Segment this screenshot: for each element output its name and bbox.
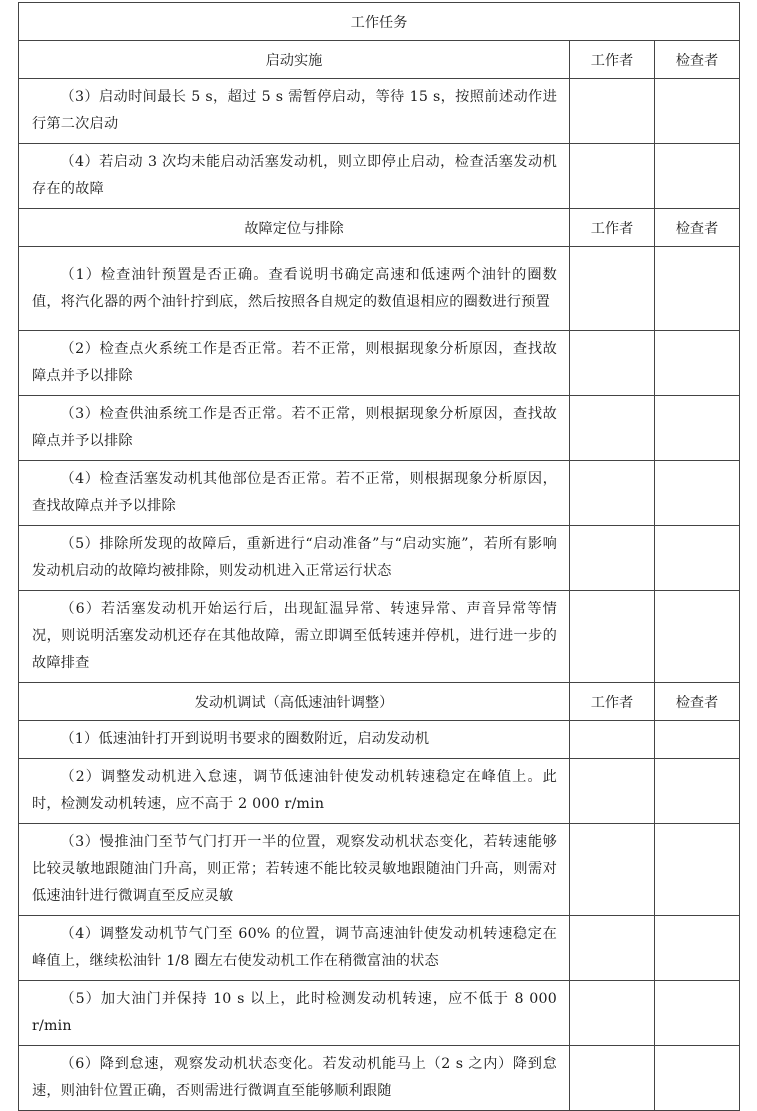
worker-cell[interactable] <box>570 79 655 144</box>
worker-header: 工作者 <box>570 683 655 721</box>
table-title: 工作任务 <box>19 3 740 41</box>
checker-header: 检查者 <box>655 41 740 79</box>
table-row <box>19 824 740 916</box>
worker-cell[interactable] <box>570 591 655 683</box>
table-row <box>19 461 740 526</box>
section-header-row <box>19 41 740 79</box>
task-item: （3）慢推油门至节气门打开一半的位置，观察发动机状态变化，若转速能够比较灵敏地跟随油门升高，则正常；若转速不能比较灵敏地跟随油门升高，则需对低速油针进行微调直至反应灵敏 <box>19 824 570 916</box>
worker-cell[interactable] <box>570 1046 655 1111</box>
task-item: （4）检查活塞发动机其他部位是否正常。若不正常，则根据现象分析原因，查找故障点并予以排除 <box>19 461 570 526</box>
table-row <box>19 526 740 591</box>
checker-cell[interactable] <box>655 247 740 331</box>
section-header-row <box>19 209 740 247</box>
worker-cell[interactable] <box>570 331 655 396</box>
checker-cell[interactable] <box>655 331 740 396</box>
table-row <box>19 331 740 396</box>
checker-cell[interactable] <box>655 526 740 591</box>
table-row <box>19 591 740 683</box>
checker-cell[interactable] <box>655 824 740 916</box>
worker-header: 工作者 <box>570 209 655 247</box>
worker-cell[interactable] <box>570 526 655 591</box>
task-item: （6）降到怠速，观察发动机状态变化。若发动机能马上（2 s 之内）降到怠速，则油针位置正确，否则需进行微调直至能够顺利跟随 <box>19 1046 570 1111</box>
table-row <box>19 721 740 759</box>
task-item: （2）检查点火系统工作是否正常。若不正常，则根据现象分析原因，查找故障点并予以排除 <box>19 331 570 396</box>
table-row <box>19 247 740 331</box>
task-item: （2）调整发动机进入怠速，调节低速油针使发动机转速稳定在峰值上。此时，检测发动机转速，应不高于 2 000 r/min <box>19 759 570 824</box>
section-heading: 启动实施 <box>19 41 570 79</box>
checker-header: 检查者 <box>655 683 740 721</box>
worker-header: 工作者 <box>570 41 655 79</box>
section-heading: 发动机调试（高低速油针调整） <box>19 683 570 721</box>
task-item: （1）检查油针预置是否正确。查看说明书确定高速和低速两个油针的圈数值，将汽化器的两个油针拧到底，然后按照各自规定的数值退相应的圈数进行预置 <box>19 247 570 331</box>
task-item: （3）检查供油系统工作是否正常。若不正常，则根据现象分析原因，查找故障点并予以排除 <box>19 396 570 461</box>
table-row <box>19 916 740 981</box>
table-row <box>19 396 740 461</box>
worker-cell[interactable] <box>570 916 655 981</box>
section-heading: 故障定位与排除 <box>19 209 570 247</box>
section-header-row <box>19 683 740 721</box>
task-item: （5）排除所发现的故障后，重新进行“启动准备”与“启动实施”，若所有影响发动机启动的故障均被排除，则发动机进入正常运行状态 <box>19 526 570 591</box>
checker-cell[interactable] <box>655 591 740 683</box>
checker-cell[interactable] <box>655 79 740 144</box>
task-item: （1）低速油针打开到说明书要求的圈数附近，启动发动机 <box>19 721 570 759</box>
title-row <box>19 3 740 41</box>
task-item: （6）若活塞发动机开始运行后，出现缸温异常、转速异常、声音异常等情况，则说明活塞发动机还存在其他故障，需立即调至低转速并停机，进行进一步的故障排查 <box>19 591 570 683</box>
checker-cell[interactable] <box>655 396 740 461</box>
checker-cell[interactable] <box>655 144 740 209</box>
table-row <box>19 1046 740 1111</box>
checker-cell[interactable] <box>655 759 740 824</box>
table-row <box>19 759 740 824</box>
worker-cell[interactable] <box>570 824 655 916</box>
worker-cell[interactable] <box>570 461 655 526</box>
task-table <box>18 2 740 1111</box>
worker-cell[interactable] <box>570 759 655 824</box>
checker-cell[interactable] <box>655 461 740 526</box>
table-row <box>19 79 740 144</box>
checker-cell[interactable] <box>655 721 740 759</box>
task-item: （3）启动时间最长 5 s，超过 5 s 需暂停启动，等待 15 s，按照前述动作进行第二次启动 <box>19 79 570 144</box>
table-row <box>19 144 740 209</box>
worker-cell[interactable] <box>570 144 655 209</box>
worker-cell[interactable] <box>570 247 655 331</box>
checker-cell[interactable] <box>655 981 740 1046</box>
worker-cell[interactable] <box>570 981 655 1046</box>
checker-cell[interactable] <box>655 1046 740 1111</box>
checker-header: 检查者 <box>655 209 740 247</box>
checker-cell[interactable] <box>655 916 740 981</box>
worker-cell[interactable] <box>570 396 655 461</box>
table-row <box>19 981 740 1046</box>
task-item: （5）加大油门并保持 10 s 以上，此时检测发动机转速，应不低于 8 000 r/min <box>19 981 570 1046</box>
task-item: （4）若启动 3 次均未能启动活塞发动机，则立即停止启动，检查活塞发动机存在的故障 <box>19 144 570 209</box>
worker-cell[interactable] <box>570 721 655 759</box>
task-item: （4）调整发动机节气门至 60% 的位置，调节高速油针使发动机转速稳定在峰值上，继续松油针 1/8 圈左右使发动机工作在稍微富油的状态 <box>19 916 570 981</box>
